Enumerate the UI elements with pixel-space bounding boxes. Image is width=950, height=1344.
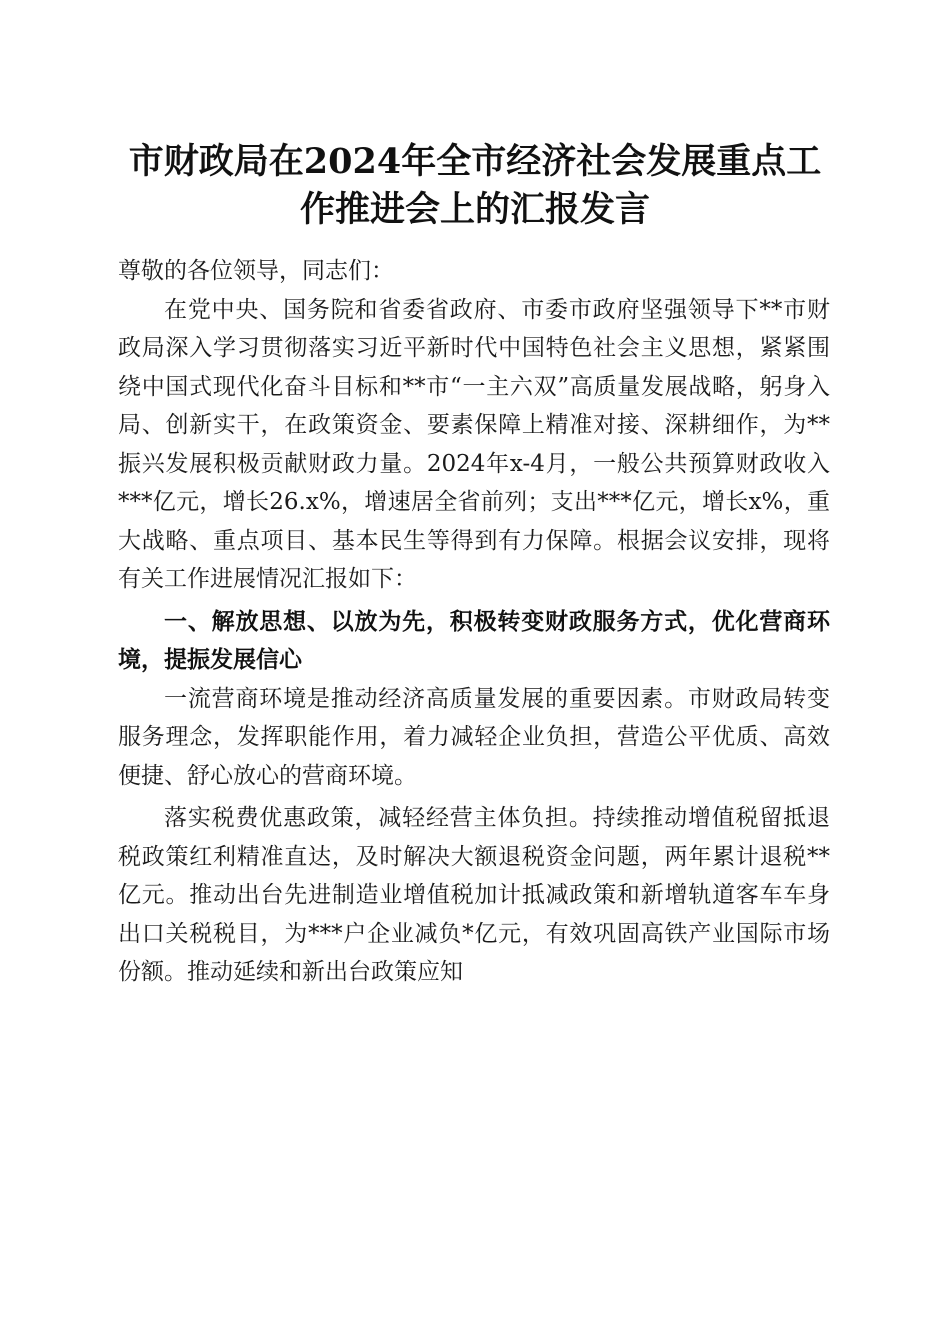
paragraph-tax-policy: 落实税费优惠政策，减轻经营主体负担。持续推动增值税留抵退税政策红利精准直达，及时解决大额退税资金问题，两年累计退税**亿元。推动出台先进制造业增值税加计抵减政策和新增轨道客车车身出口关税税目，为***户企业减负*亿元，有效巩固高铁产业国际市场份额。推动延续和新出台政策应知	[118, 805, 830, 985]
paragraph-business-environment: 一流营商环境是推动经济高质量发展的重要因素。市财政局转变服务理念，发挥职能作用，着力减轻企业负担，营造公平优质、高效便捷、舒心放心的营商环境。	[118, 685, 830, 789]
document-body	[118, 252, 830, 992]
title-line-2: 作推进会上的汇报发言	[299, 189, 650, 230]
document-title	[120, 138, 830, 234]
paragraph-intro: 在党中央、国务院和省委省政府、市委市政府坚强领导下**市财政局深入学习贯彻落实习近平新时代中国特色社会主义思想，紧紧围绕中国式现代化奋斗目标和**市“一主六双”高质量发展战略，躬身入局、创新实干，在政策资金、要素保障上精准对接、深耕细作，为**振兴发展积极贡献财政力量。2024年x-4月，一般公共预算财政收入***亿元，增长26.x%，增速居全省前列；支出***亿元，增长x%，重大战略、重点项目、基本民生等得到有力保障。根据会议安排，现将有关工作进展情况汇报如下：	[118, 296, 830, 592]
section-heading-1: 一、解放思想、以放为先，积极转变财政服务方式，优化营商环境，提振发展信心	[118, 608, 830, 673]
title-line-1: 市财政局在2024年全市经济社会发展重点工	[128, 141, 822, 182]
salutation: 尊敬的各位领导，同志们：	[118, 258, 394, 284]
